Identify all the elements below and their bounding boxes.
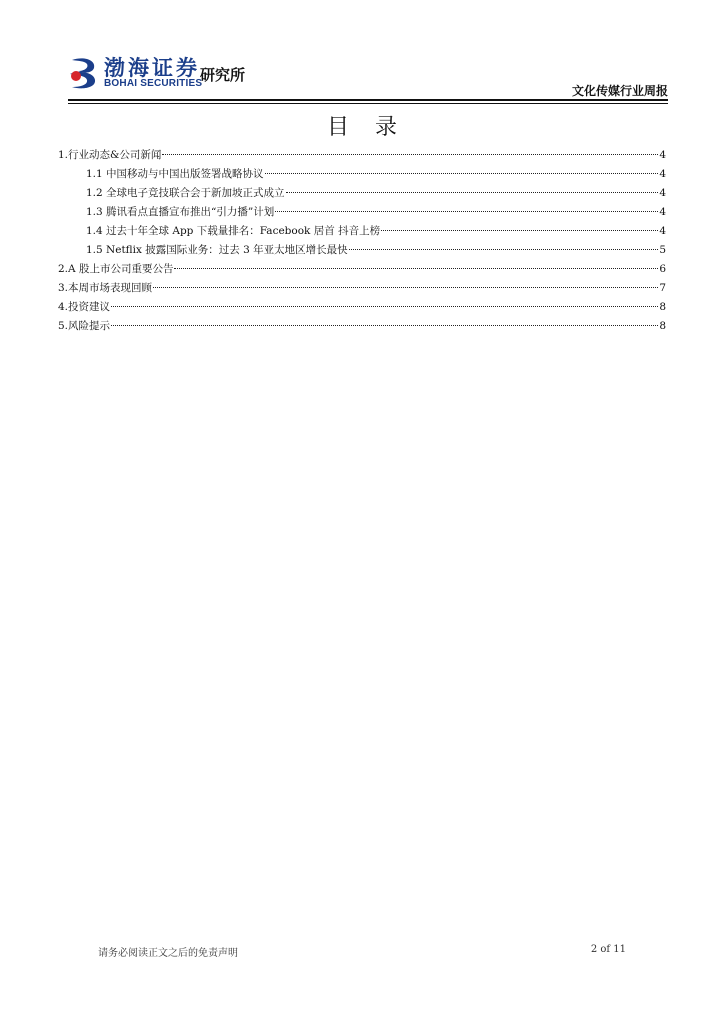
- toc-entry[interactable]: [58, 241, 666, 260]
- toc-dot-leader: [349, 249, 659, 250]
- report-type-label: 文化传媒行业周报: [571, 84, 668, 98]
- toc-entry[interactable]: [58, 279, 666, 298]
- table-of-contents: [58, 146, 666, 336]
- toc-entry-page: 5: [659, 244, 666, 256]
- toc-entry-title: 5.风险提示: [58, 320, 111, 332]
- toc-dot-leader: [153, 287, 658, 288]
- page-number: 2 of 11: [590, 944, 626, 955]
- toc-dot-leader: [381, 230, 658, 231]
- bohai-logo-icon: [68, 56, 98, 90]
- toc-dot-leader: [111, 306, 658, 307]
- toc-entry-page: 7: [659, 282, 666, 294]
- toc-entry-title: 1.4 过去十年全球 App 下载量排名：Facebook 居首 抖音上榜: [86, 225, 381, 237]
- toc-entry-title: 1.2 全球电子竞技联合会于新加坡正式成立: [86, 187, 285, 199]
- toc-title: 目录: [326, 115, 423, 140]
- toc-entry[interactable]: [58, 317, 666, 336]
- toc-entry-title: 4.投资建议: [58, 301, 111, 313]
- toc-entry-page: 4: [659, 149, 666, 161]
- toc-dot-leader: [174, 268, 658, 269]
- institute-label: 研究所: [200, 67, 246, 84]
- toc-entry[interactable]: [58, 298, 666, 317]
- page-header: [68, 50, 668, 100]
- header-divider: [68, 99, 668, 101]
- toc-dot-leader: [162, 154, 658, 155]
- toc-entry[interactable]: [58, 165, 666, 184]
- toc-entry-title: 1.行业动态&公司新闻: [58, 149, 162, 161]
- toc-entry[interactable]: [58, 260, 666, 279]
- toc-entry-page: 8: [659, 320, 666, 332]
- toc-entry-title: 1.1 中国移动与中国出版签署战略协议: [86, 168, 264, 180]
- toc-dot-leader: [286, 192, 659, 193]
- toc-entry[interactable]: [58, 184, 666, 203]
- toc-dot-leader: [111, 325, 658, 326]
- toc-entry-title: 1.5 Netflix 披露国际业务：过去 3 年亚太地区增长最快: [86, 244, 348, 256]
- toc-entry[interactable]: [58, 203, 666, 222]
- toc-entry-page: 8: [659, 301, 666, 313]
- toc-entry-page: 6: [659, 263, 666, 275]
- toc-entry-title: 2.A 股上市公司重要公告: [58, 263, 174, 275]
- toc-entry-page: 4: [659, 187, 666, 199]
- toc-entry-title: 1.3 腾讯看点直播宣布推出“引力播”计划: [86, 206, 275, 218]
- toc-entry[interactable]: [58, 146, 666, 165]
- toc-entry-page: 4: [659, 206, 666, 218]
- logo-english-name: BOHAI SECURITIES: [104, 78, 203, 89]
- disclaimer-note: 请务必阅读正文之后的免责声明: [98, 948, 238, 959]
- header-divider-thin: [68, 103, 668, 104]
- logo-chinese-name: 渤海证券: [104, 55, 200, 80]
- toc-entry[interactable]: [58, 222, 666, 241]
- toc-dot-leader: [275, 211, 658, 212]
- toc-entry-page: 4: [659, 168, 666, 180]
- toc-dot-leader: [265, 173, 659, 174]
- toc-entry-page: 4: [659, 225, 666, 237]
- toc-entry-title: 3.本周市场表现回顾: [58, 282, 153, 294]
